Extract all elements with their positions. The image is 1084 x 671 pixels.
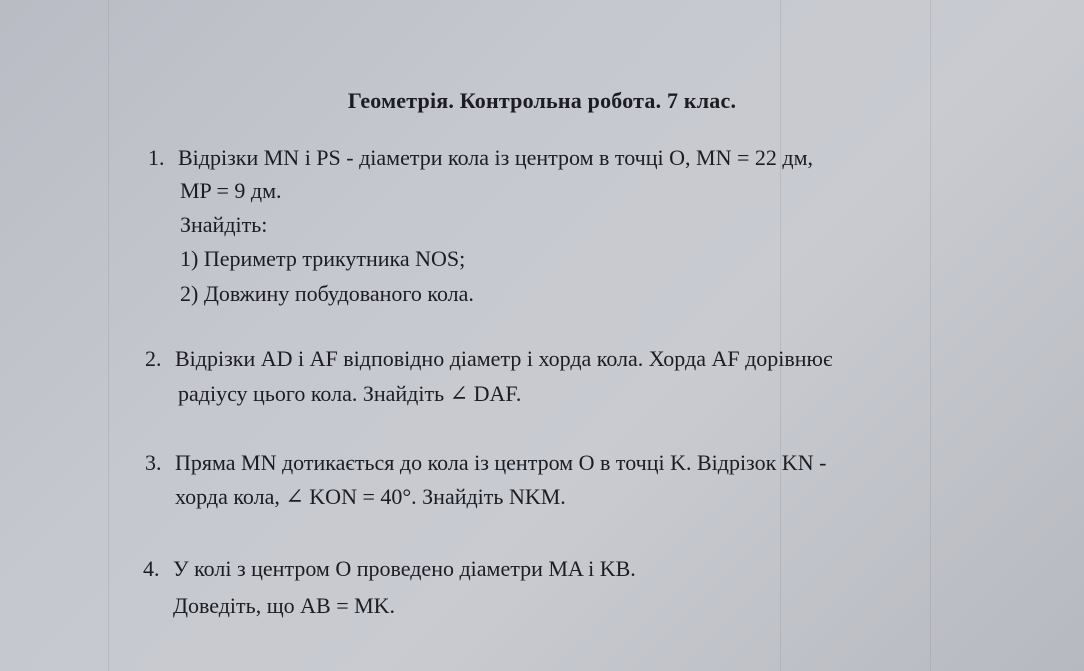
task-4-line-2: Доведіть, що AB = MK. [173,593,396,618]
task-number: 2. [145,346,162,371]
task-text: Відрізки MN і PS - діаметри кола із центром в точці O, MN = 22 дм, [178,145,813,170]
task-number: 3. [145,450,162,475]
task-1-line-4: 1) Периметр трикутника NOS; [180,246,466,271]
task-text: У колі з центром O проведено діаметри MA і KB. [173,556,636,581]
task-3-line-1 [145,450,826,476]
page-title: Геометрія. Контрольна робота. 7 клас. [347,88,737,113]
task-4-line-1 [143,556,636,582]
task-1-line-1 [148,145,813,171]
task-1-line-5: 2) Довжину побудованого кола. [180,281,474,306]
task-1-line-2: MP = 9 дм. [180,178,282,203]
task-3-line-2: хорда кола, ∠ KON = 40°. Знайдіть NKM. [175,484,566,509]
task-number: 4. [143,556,160,581]
task-2-line-1 [145,346,832,372]
task-text: Відрізки AD і AF відповідно діаметр і хорда кола. Хорда AF дорівнює [175,346,833,371]
task-1-line-3: Знайдіть: [180,212,268,237]
task-text: Пряма MN дотикається до кола із центром O в точці K. Відрізок KN - [175,450,827,475]
task-2-line-2: радіусу цього кола. Знайдіть ∠ DAF. [178,381,522,406]
task-number: 1. [148,145,165,170]
